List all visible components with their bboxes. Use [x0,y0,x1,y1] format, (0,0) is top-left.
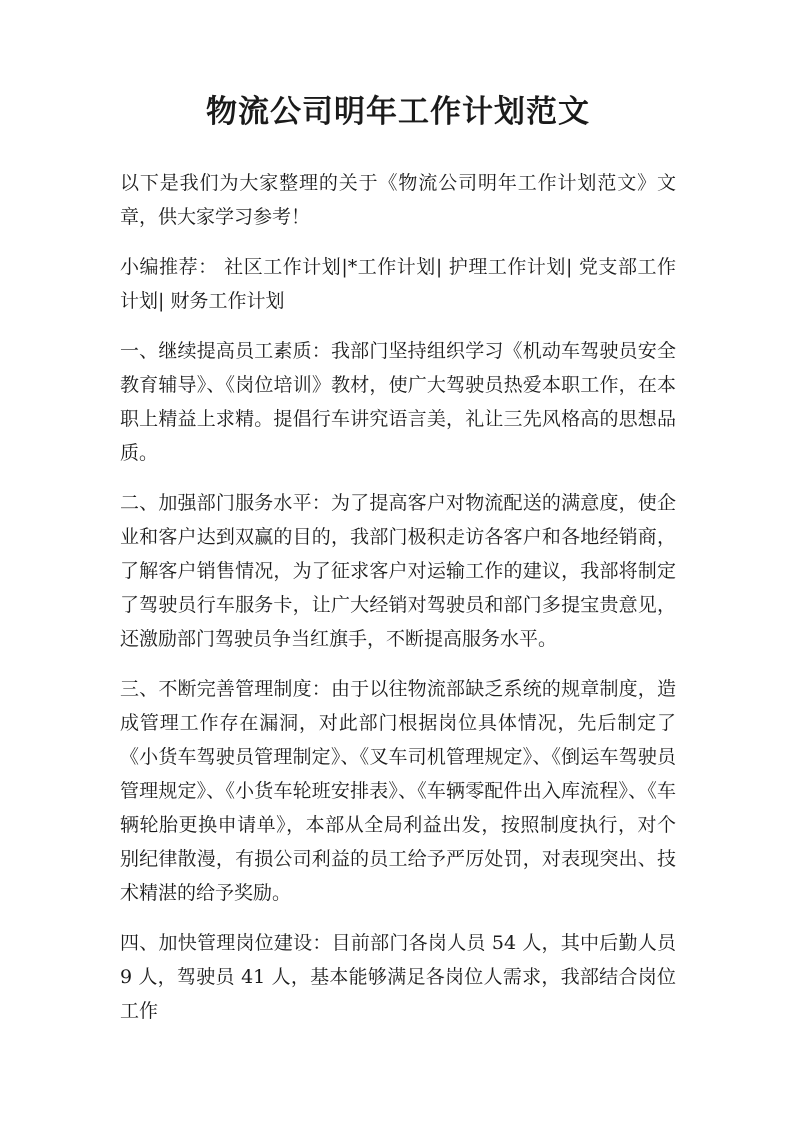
section-1-paragraph: 一、继续提高员工素质：我部门坚持组织学习《机动车驾驶员安全教育辅导》、《岗位培训》教材，使广大驾驶员热爱本职工作，在本职上精益上求精。提倡行车讲究语言美，礼让三先风格高的思想品质。 [120,340,676,464]
document-title: 物流公司明年工作计划范文 [206,94,590,130]
section-2-paragraph: 二、加强部门服务水平：为了提高客户对物流配送的满意度，使企业和客户达到双赢的目的，我部门极积走访各客户和各地经销商，了解客户销售情况，为了征求客户对运输工作的建议，我部将制定了驾驶员行车服务卡，让广大经销对驾驶员和部门多提宝贵意见，还激励部门驾驶员争当红旗手，不断提高服务水平。 [120,492,676,650]
section-4-paragraph: 四、加快管理岗位建设：目前部门各岗人员 54 人，其中后勤人员 9 人，驾驶员 41 人，基本能够满足各岗位人需求，我部结合岗位工作 [120,932,676,1022]
document-page [120,88,676,1044]
recommendation-paragraph: 小编推荐： 社区工作计划|*工作计划| 护理工作计划| 党支部工作计划| 财务工作计划 [120,256,676,312]
intro-paragraph: 以下是我们为大家整理的关于《物流公司明年工作计划范文》文章，供大家学习参考！ [120,172,676,228]
section-3-paragraph: 三、不断完善管理制度：由于以往物流部缺乏系统的规章制度，造成管理工作存在漏洞，对此部门根据岗位具体情况，先后制定了《小货车驾驶员管理制定》、《叉车司机管理规定》、《倒运车驾驶员管理规定》、《小货车轮班安排表》、《车辆零配件出入库流程》、《车辆轮胎更换申请单》，本部从全局利益出发，按照制度执行，对个别纪律散漫，有损公司利益的员工给予严厉处罚，对表现突出、技术精湛的给予奖励。 [120,678,676,904]
